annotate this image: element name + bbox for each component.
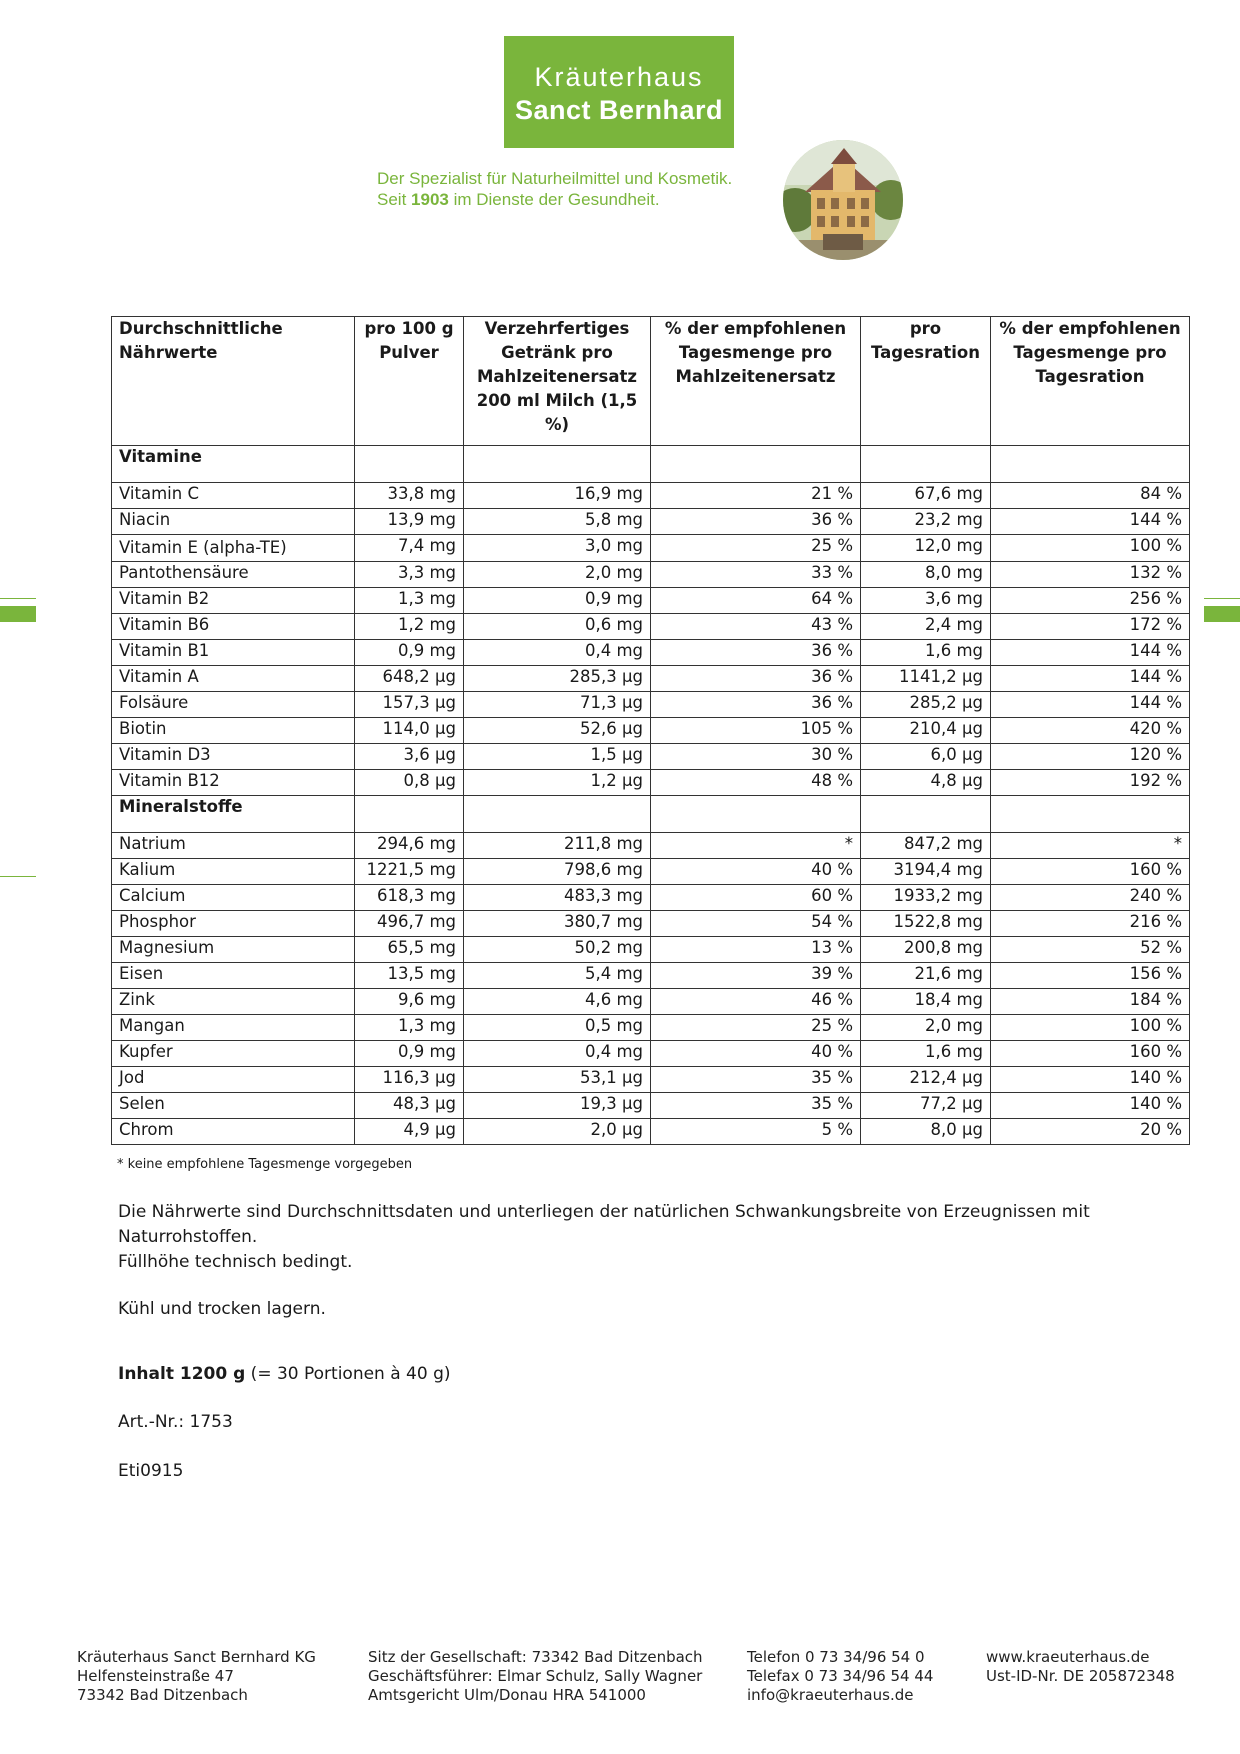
value-per-meal: 380,7 mg bbox=[464, 911, 651, 937]
percent-day: 100 % bbox=[991, 535, 1190, 562]
value-per-day: 3,6 mg bbox=[861, 588, 991, 614]
percent-day: 172 % bbox=[991, 614, 1190, 640]
value-per-meal: 798,6 mg bbox=[464, 859, 651, 885]
value-per-day: 210,4 µg bbox=[861, 718, 991, 744]
nutrient-name: Natrium bbox=[112, 833, 355, 859]
nutrient-name: Vitamin B12 bbox=[112, 770, 355, 796]
value-per-day: 8,0 mg bbox=[861, 562, 991, 588]
table-row bbox=[112, 1015, 1190, 1041]
footer-line: Helfensteinstraße 47 bbox=[77, 1667, 234, 1685]
value-per-meal: 483,3 mg bbox=[464, 885, 651, 911]
tagline-pre: Seit bbox=[377, 190, 412, 209]
value-per-meal: 50,2 mg bbox=[464, 937, 651, 963]
percent-meal: 30 % bbox=[651, 744, 861, 770]
value-per-day: 8,0 µg bbox=[861, 1119, 991, 1145]
value-per-day: 4,8 µg bbox=[861, 770, 991, 796]
table-row bbox=[112, 885, 1190, 911]
value-per-100g: 618,3 mg bbox=[355, 885, 464, 911]
header-nutrient: Durchschnittliche Nährwerte bbox=[112, 317, 355, 446]
table-row bbox=[112, 989, 1190, 1015]
nutrient-name: Magnesium bbox=[112, 937, 355, 963]
value-per-meal: 2,0 mg bbox=[464, 562, 651, 588]
percent-day: 120 % bbox=[991, 744, 1190, 770]
brand-logo bbox=[504, 36, 734, 148]
percent-meal: 36 % bbox=[651, 640, 861, 666]
percent-day: 160 % bbox=[991, 1041, 1190, 1067]
value-per-meal: 211,8 mg bbox=[464, 833, 651, 859]
nutrient-name: Zink bbox=[112, 989, 355, 1015]
brand-name-line1: Kräuterhaus bbox=[534, 62, 704, 92]
nutrient-name: Mangan bbox=[112, 1015, 355, 1041]
percent-meal: 36 % bbox=[651, 509, 861, 535]
empty-cell bbox=[861, 796, 991, 833]
value-per-100g: 1221,5 mg bbox=[355, 859, 464, 885]
nutrient-name: Biotin bbox=[112, 718, 355, 744]
value-per-day: 1,6 mg bbox=[861, 1041, 991, 1067]
value-per-100g: 0,9 mg bbox=[355, 640, 464, 666]
table-header-row bbox=[112, 317, 1190, 446]
article-number: Art.-Nr.: 1753 bbox=[118, 1412, 233, 1432]
table-row bbox=[112, 1041, 1190, 1067]
table-row bbox=[112, 937, 1190, 963]
value-per-day: 1,6 mg bbox=[861, 640, 991, 666]
footer-fax: Telefax 0 73 34/96 54 44 bbox=[747, 1667, 934, 1685]
value-per-day: 67,6 mg bbox=[861, 483, 991, 509]
percent-meal: 36 % bbox=[651, 692, 861, 718]
value-per-day: 1522,8 mg bbox=[861, 911, 991, 937]
value-per-meal: 4,6 mg bbox=[464, 989, 651, 1015]
nutrient-name: Phosphor bbox=[112, 911, 355, 937]
empty-cell bbox=[464, 796, 651, 833]
percent-meal: 21 % bbox=[651, 483, 861, 509]
nutrient-name: Vitamin D3 bbox=[112, 744, 355, 770]
left-mark-line-top bbox=[0, 598, 36, 599]
percent-day: 144 % bbox=[991, 509, 1190, 535]
percent-day: 192 % bbox=[991, 770, 1190, 796]
footer-contact bbox=[747, 1648, 933, 1705]
value-per-100g: 496,7 mg bbox=[355, 911, 464, 937]
value-per-meal: 53,1 µg bbox=[464, 1067, 651, 1093]
value-per-meal: 5,8 mg bbox=[464, 509, 651, 535]
nutrient-name: Pantothensäure bbox=[112, 562, 355, 588]
percent-day: 420 % bbox=[991, 718, 1190, 744]
value-per-meal: 2,0 µg bbox=[464, 1119, 651, 1145]
header-per-100g: pro 100 g Pulver bbox=[355, 317, 464, 446]
value-per-meal: 1,5 µg bbox=[464, 744, 651, 770]
footer-line: Sitz der Gesellschaft: 73342 Bad Ditzenbach bbox=[368, 1648, 703, 1666]
percent-day: 20 % bbox=[991, 1119, 1190, 1145]
value-per-100g: 114,0 µg bbox=[355, 718, 464, 744]
value-per-meal: 0,9 mg bbox=[464, 588, 651, 614]
nutrient-name: Vitamin B1 bbox=[112, 640, 355, 666]
table-footnote: * keine empfohlene Tagesmenge vorgegeben bbox=[117, 1157, 413, 1172]
table-row bbox=[112, 535, 1190, 562]
value-per-meal: 0,6 mg bbox=[464, 614, 651, 640]
value-per-100g: 65,5 mg bbox=[355, 937, 464, 963]
value-per-day: 3194,4 mg bbox=[861, 859, 991, 885]
header-percent-day: % der empfohlenen Tagesmenge pro Tagesration bbox=[991, 317, 1190, 446]
percent-meal: 33 % bbox=[651, 562, 861, 588]
section-row-mineralstoffe bbox=[112, 796, 1190, 833]
nutrient-name: Vitamin B2 bbox=[112, 588, 355, 614]
footer-vat-id: Ust-ID-Nr. DE 205872348 bbox=[986, 1667, 1175, 1685]
section-label: Vitamine bbox=[112, 446, 355, 483]
empty-cell bbox=[861, 446, 991, 483]
table-row bbox=[112, 770, 1190, 796]
footer-web bbox=[986, 1648, 1175, 1686]
left-mark-block bbox=[0, 606, 36, 622]
table-row bbox=[112, 640, 1190, 666]
table-row bbox=[112, 1067, 1190, 1093]
footer-line: Kräuterhaus Sanct Bernhard KG bbox=[77, 1648, 316, 1666]
value-per-100g: 4,9 µg bbox=[355, 1119, 464, 1145]
value-per-meal: 1,2 µg bbox=[464, 770, 651, 796]
value-per-100g: 13,9 mg bbox=[355, 509, 464, 535]
percent-meal: 105 % bbox=[651, 718, 861, 744]
value-per-100g: 13,5 mg bbox=[355, 963, 464, 989]
value-per-100g: 3,3 mg bbox=[355, 562, 464, 588]
section-row-vitamine bbox=[112, 446, 1190, 483]
value-per-day: 2,0 mg bbox=[861, 1015, 991, 1041]
footer-email-link[interactable]: info@kraeuterhaus.de bbox=[747, 1686, 914, 1704]
value-per-meal: 52,6 µg bbox=[464, 718, 651, 744]
value-per-day: 12,0 mg bbox=[861, 535, 991, 562]
value-per-day: 212,4 µg bbox=[861, 1067, 991, 1093]
percent-meal: 25 % bbox=[651, 1015, 861, 1041]
percent-day: 216 % bbox=[991, 911, 1190, 937]
empty-cell bbox=[355, 446, 464, 483]
percent-meal: * bbox=[651, 833, 861, 859]
value-per-100g: 1,3 mg bbox=[355, 1015, 464, 1041]
value-per-day: 285,2 µg bbox=[861, 692, 991, 718]
percent-day: 144 % bbox=[991, 640, 1190, 666]
content-info bbox=[118, 1362, 451, 1387]
footer-company bbox=[77, 1648, 316, 1705]
nutrient-name: Folsäure bbox=[112, 692, 355, 718]
table-row bbox=[112, 509, 1190, 535]
value-per-meal: 16,9 mg bbox=[464, 483, 651, 509]
content-portions: (= 30 Portionen à 40 g) bbox=[245, 1364, 451, 1384]
section-label: Mineralstoffe bbox=[112, 796, 355, 833]
percent-day: 84 % bbox=[991, 483, 1190, 509]
right-mark-line-top bbox=[1204, 598, 1240, 599]
header-per-meal: Verzehrfertiges Getränk pro Mahlzeitenersatz 200 ml Milch (1,5 %) bbox=[464, 317, 651, 446]
value-per-day: 18,4 mg bbox=[861, 989, 991, 1015]
brand-tagline bbox=[377, 168, 777, 210]
value-per-100g: 648,2 µg bbox=[355, 666, 464, 692]
notes-line1: Die Nährwerte sind Durchschnittsdaten und unterliegen der natürlichen Schwankungsbreite von Erzeugnissen mit bbox=[118, 1202, 1090, 1222]
table-row bbox=[112, 744, 1190, 770]
percent-day: 52 % bbox=[991, 937, 1190, 963]
value-per-day: 200,8 mg bbox=[861, 937, 991, 963]
value-per-day: 6,0 µg bbox=[861, 744, 991, 770]
nutrient-name: Eisen bbox=[112, 963, 355, 989]
table-row bbox=[112, 692, 1190, 718]
value-per-day: 23,2 mg bbox=[861, 509, 991, 535]
percent-day: 256 % bbox=[991, 588, 1190, 614]
value-per-day: 77,2 µg bbox=[861, 1093, 991, 1119]
percent-meal: 64 % bbox=[651, 588, 861, 614]
table-row bbox=[112, 833, 1190, 859]
percent-meal: 13 % bbox=[651, 937, 861, 963]
value-per-100g: 294,6 mg bbox=[355, 833, 464, 859]
percent-meal: 36 % bbox=[651, 666, 861, 692]
percent-meal: 35 % bbox=[651, 1067, 861, 1093]
tagline-post: im Dienste der Gesundheit. bbox=[448, 190, 660, 209]
value-per-100g: 9,6 mg bbox=[355, 989, 464, 1015]
value-per-day: 2,4 mg bbox=[861, 614, 991, 640]
tagline-year: 1903 bbox=[411, 190, 449, 209]
footer-phone: Telefon 0 73 34/96 54 0 bbox=[747, 1648, 925, 1666]
nutrient-name: Selen bbox=[112, 1093, 355, 1119]
percent-day: 140 % bbox=[991, 1093, 1190, 1119]
footer-line: Geschäftsführer: Elmar Schulz, Sally Wagner bbox=[368, 1667, 703, 1685]
header-percent-meal: % der empfohlenen Tagesmenge pro Mahlzeitenersatz bbox=[651, 317, 861, 446]
percent-day: 144 % bbox=[991, 666, 1190, 692]
table-row bbox=[112, 483, 1190, 509]
empty-cell bbox=[991, 796, 1190, 833]
tagline-line1: Der Spezialist für Naturheilmittel und Kosmetik. bbox=[377, 169, 733, 188]
value-per-meal: 0,4 mg bbox=[464, 1041, 651, 1067]
percent-meal: 35 % bbox=[651, 1093, 861, 1119]
left-mark-line-bottom bbox=[0, 876, 36, 877]
nutrient-name: Kupfer bbox=[112, 1041, 355, 1067]
percent-meal: 40 % bbox=[651, 1041, 861, 1067]
brand-name-line2: Sanct Bernhard bbox=[514, 95, 724, 125]
notes-block bbox=[118, 1200, 1090, 1275]
footer-line: 73342 Bad Ditzenbach bbox=[77, 1686, 248, 1704]
nutrient-name: Calcium bbox=[112, 885, 355, 911]
percent-meal: 60 % bbox=[651, 885, 861, 911]
table-row bbox=[112, 911, 1190, 937]
table-row bbox=[112, 614, 1190, 640]
value-per-100g: 116,3 µg bbox=[355, 1067, 464, 1093]
content-amount: Inhalt 1200 g bbox=[118, 1364, 246, 1384]
value-per-meal: 5,4 mg bbox=[464, 963, 651, 989]
percent-day: * bbox=[991, 833, 1190, 859]
table-row bbox=[112, 963, 1190, 989]
value-per-meal: 285,3 µg bbox=[464, 666, 651, 692]
value-per-100g: 0,8 µg bbox=[355, 770, 464, 796]
footer-website-link[interactable]: www.kraeuterhaus.de bbox=[986, 1648, 1150, 1666]
building-photo bbox=[783, 140, 903, 260]
percent-meal: 39 % bbox=[651, 963, 861, 989]
percent-day: 184 % bbox=[991, 989, 1190, 1015]
right-mark-block bbox=[1204, 606, 1240, 622]
nutrient-name: Jod bbox=[112, 1067, 355, 1093]
value-per-meal: 71,3 µg bbox=[464, 692, 651, 718]
footer-line: Amtsgericht Ulm/Donau HRA 541000 bbox=[368, 1686, 646, 1704]
table-row bbox=[112, 859, 1190, 885]
table-row bbox=[112, 1119, 1190, 1145]
percent-meal: 43 % bbox=[651, 614, 861, 640]
percent-day: 144 % bbox=[991, 692, 1190, 718]
value-per-100g: 0,9 mg bbox=[355, 1041, 464, 1067]
empty-cell bbox=[651, 796, 861, 833]
nutrient-name: Vitamin C bbox=[112, 483, 355, 509]
percent-day: 140 % bbox=[991, 1067, 1190, 1093]
value-per-meal: 3,0 mg bbox=[464, 535, 651, 562]
value-per-100g: 3,6 µg bbox=[355, 744, 464, 770]
nutrient-name: Vitamin B6 bbox=[112, 614, 355, 640]
tagline-line2 bbox=[377, 189, 777, 210]
value-per-meal: 19,3 µg bbox=[464, 1093, 651, 1119]
value-per-day: 847,2 mg bbox=[861, 833, 991, 859]
percent-day: 160 % bbox=[991, 859, 1190, 885]
percent-meal: 5 % bbox=[651, 1119, 861, 1145]
header-per-day: pro Tagesration bbox=[861, 317, 991, 446]
percent-meal: 48 % bbox=[651, 770, 861, 796]
value-per-day: 1933,2 mg bbox=[861, 885, 991, 911]
value-per-100g: 157,3 µg bbox=[355, 692, 464, 718]
table-row bbox=[112, 562, 1190, 588]
value-per-100g: 33,8 mg bbox=[355, 483, 464, 509]
percent-day: 156 % bbox=[991, 963, 1190, 989]
notes-line2: Naturrohstoffen. bbox=[118, 1227, 258, 1247]
nutrient-name: Vitamin A bbox=[112, 666, 355, 692]
value-per-100g: 48,3 µg bbox=[355, 1093, 464, 1119]
empty-cell bbox=[464, 446, 651, 483]
table-row bbox=[112, 666, 1190, 692]
value-per-100g: 1,2 mg bbox=[355, 614, 464, 640]
table-row bbox=[112, 1093, 1190, 1119]
table-row bbox=[112, 588, 1190, 614]
empty-cell bbox=[355, 796, 464, 833]
nutrition-table bbox=[111, 316, 1190, 1145]
percent-day: 240 % bbox=[991, 885, 1190, 911]
value-per-100g: 1,3 mg bbox=[355, 588, 464, 614]
table-row bbox=[112, 718, 1190, 744]
percent-meal: 46 % bbox=[651, 989, 861, 1015]
value-per-day: 1141,2 µg bbox=[861, 666, 991, 692]
value-per-meal: 0,5 mg bbox=[464, 1015, 651, 1041]
label-code: Eti0915 bbox=[118, 1461, 184, 1481]
nutrient-name: Vitamin E (alpha-TE) bbox=[112, 535, 355, 562]
footer-legal bbox=[368, 1648, 703, 1705]
empty-cell bbox=[991, 446, 1190, 483]
building-illustration bbox=[783, 140, 903, 260]
nutrient-name: Kalium bbox=[112, 859, 355, 885]
storage-note: Kühl und trocken lagern. bbox=[118, 1299, 326, 1319]
percent-meal: 54 % bbox=[651, 911, 861, 937]
value-per-100g: 7,4 mg bbox=[355, 535, 464, 562]
value-per-day: 21,6 mg bbox=[861, 963, 991, 989]
nutrient-name: Chrom bbox=[112, 1119, 355, 1145]
empty-cell bbox=[651, 446, 861, 483]
value-per-meal: 0,4 mg bbox=[464, 640, 651, 666]
percent-meal: 40 % bbox=[651, 859, 861, 885]
percent-meal: 25 % bbox=[651, 535, 861, 562]
notes-line3: Füllhöhe technisch bedingt. bbox=[118, 1252, 353, 1272]
percent-day: 132 % bbox=[991, 562, 1190, 588]
nutrient-name: Niacin bbox=[112, 509, 355, 535]
percent-day: 100 % bbox=[991, 1015, 1190, 1041]
